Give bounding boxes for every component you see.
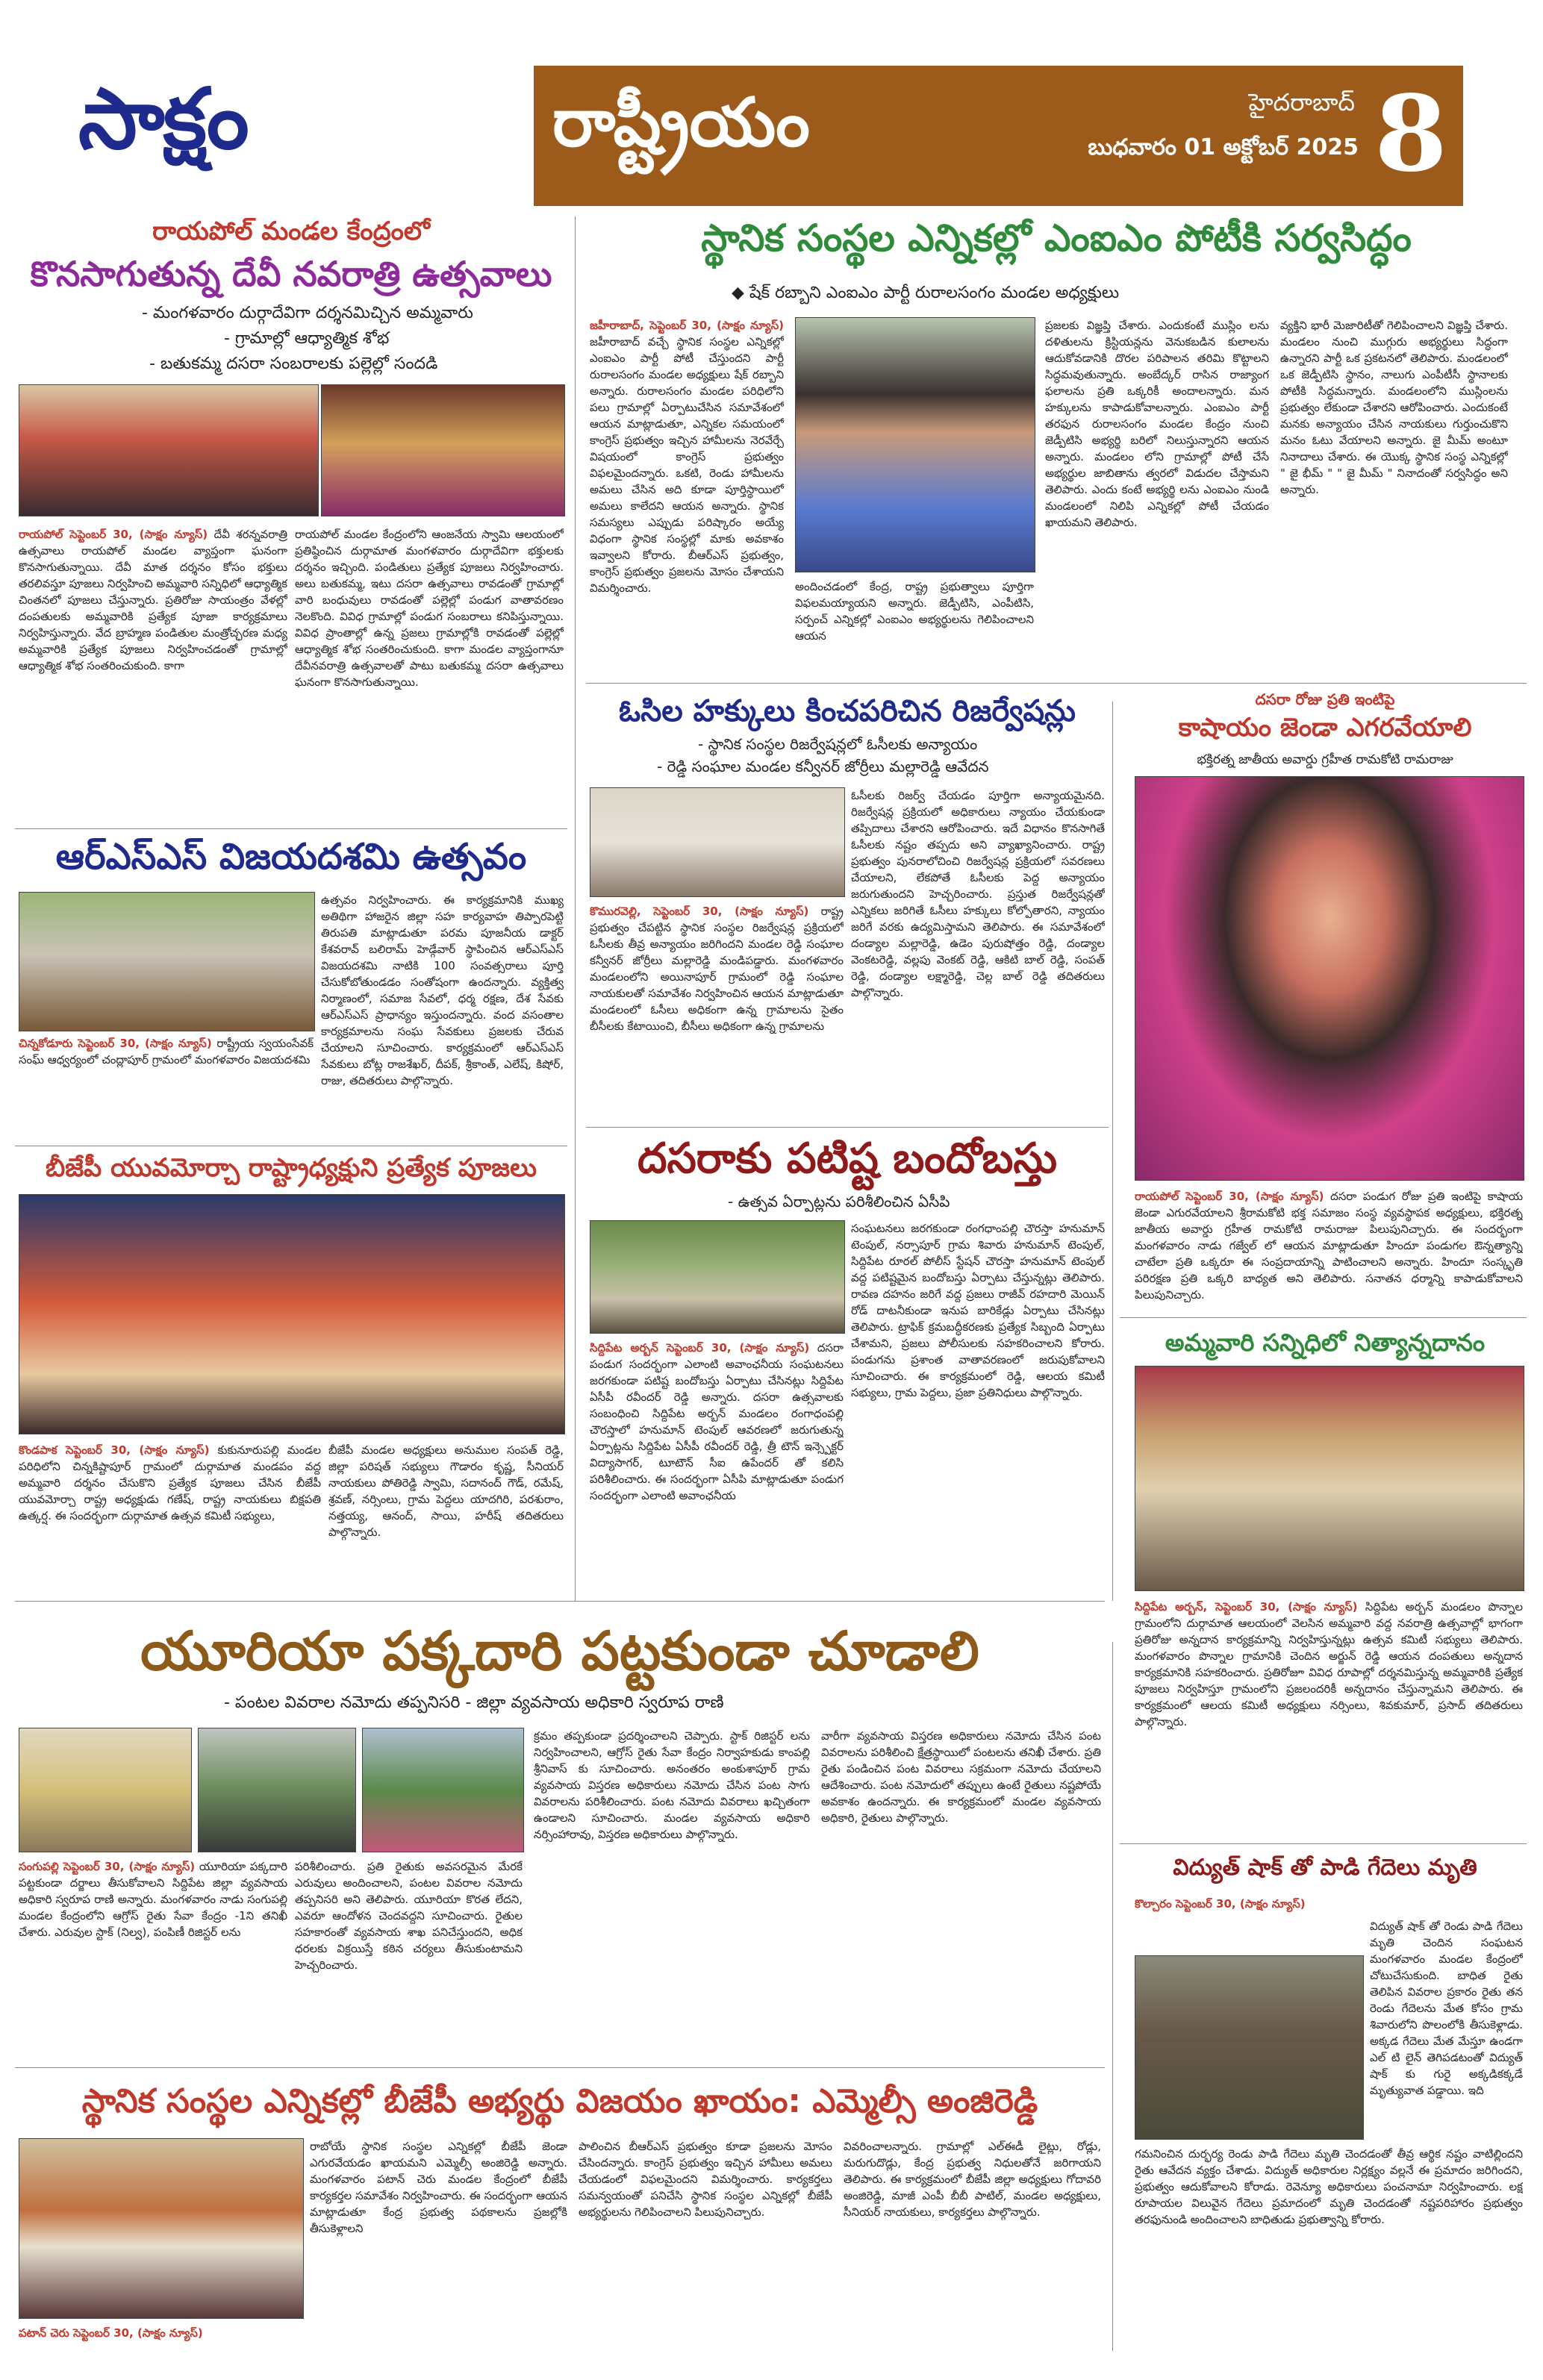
body-text: అందించడంలో కేంద్ర, రాష్ట్ర ప్రభుత్వాలు పూర్తిగా విఫలమయ్యాయని అన్నారు. జెడ్పీటిసి, ఎంపీటిసి, సర్పంచ్ ఎన్నికల్లో ఎంఐఎం అభ్యర్థులను గెలిపించాలని ఆయన	[795, 580, 1034, 643]
story-mim	[586, 213, 1527, 679]
sub-2: - గ్రామాల్లో ఆధ్యాత్మిక శోభ	[224, 329, 390, 348]
body-text: వారీగా వ్యవసాయ విస్తరణ అధికారులు నమోదు చేసిన పంట వివరాలను పరిశీలించి క్షేత్రస్థాయిలో పంటలను తనిఖీ చేశారు. ప్రతి రైతు పండించిన పంట వివరాలు సక్రమంగా నమోదు చేయాలని ఆదేశించారు. పంట నమోదులో తప్పులు ఉంటే రైతులు నష్టపోయే అవకాశం ఉందన్నారు. ఈ కార్యక్రమంలో మండల వ్యవసాయ అధికారి, రైతులు పాల్గొన్నారు.	[821, 1729, 1101, 1825]
dateline: కొండపాక సెప్టెంబర్ 30, (సాక్షం న్యూస్)	[19, 1443, 210, 1457]
sub-1: - మంగళవారం దుర్గాదేవిగా దర్శనమిచ్చిన అమ్మవారు	[142, 304, 473, 322]
photo-acp-inspection	[590, 1220, 845, 1334]
dateline: జహీరాబాద్, సెప్టెంబర్ 30, (సాక్షం న్యూస్)	[590, 319, 784, 332]
photo-bjp-meeting	[19, 2138, 304, 2319]
body-text: దేవీ శరన్నవరాత్రి ఉత్సవాలు రాయపోల్ మండల వ్యాప్తంగా ఘనంగా కొనసాగుతున్నాయి. దేవీ మాత దర్శనం కోసం భక్తులు తరలివస్తూ పూజలు నిర్వహించి అమ్మవారి సన్నిధిలో ఆధ్యాత్మిక చింతనలో పూజలు చేస్తున్నారు. ప్రతిరోజు సాయంత్రం వేళల్లో దంపతులకు అమ్మవారికి ప్రత్యేక పూజా కార్యక్రమాలు నిర్వహిస్తున్నారు. వేద బ్రాహ్మణ పండితుల మంత్రోచ్ఛరణ మధ్య అమ్మవారికి ప్రత్యేక పూజలు నిర్వహించడంతో గ్రామాల్లో ఆధ్యాత్మిక శోభ సంతరించుకుంది. కాగా	[19, 528, 287, 672]
story-saffron-flag	[1120, 687, 1530, 1314]
body-text: పరిశీలించారు. ప్రతి రైతుకు అవసరమైన మేరకే ఎరువులు అందించాలని, పంటల వివరాల నమోదు తప్పనిసరి అని తెలిపారు. యూరియా కొరత లేదని, ఎవరూ ఆందోళన చెందవద్దని సూచించారు. రైతుల సహకారంతో వ్యవసాయ శాఖ పనిచేస్తుందని, అధిక ధరలకు విక్రయిస్తే కఠిన చర్యలు తీసుకుంటామని హెచ్చరించారు.	[295, 1860, 523, 1972]
body-text: గమనించిన దుర్భర్య రెండు పాడి గేదెలు మృతి చెందడంతో తీవ్ర ఆర్థిక నష్టం వాటిల్లిందని రైతు ఆవేదన వ్యక్తం చేశాడు. విద్యుత్ అధికారుల నిర్లక్ష్యం వల్లనే ఈ ప్రమాదం జరిగిందని, ప్రభుత్వం ఆదుకోవాలని కోరాడు. రెవెన్యూ అధికారులు పంచనామా నిర్వహించారు. లక్ష రూపాయల విలువైన గేదెలు ప్రమాదంలో మృతి చెందడంతో నష్టపరిహారం ప్రభుత్వం తరఫునుండి అందించాలని బాధితుడు ప్రభుత్వాన్ని కోరారు.	[1135, 2147, 1523, 2226]
dateline: పటాన్ చెరు సెప్టెంబర్ 30, (సాక్షం న్యూస్)	[19, 2326, 203, 2340]
dateline: రాయపోల్ సెప్టెంబర్ 30, (సాక్షం న్యూస్)	[19, 528, 208, 541]
headline: దసరాకు పటిష్ట బందోబస్తు	[637, 1134, 1058, 1183]
dateline: సిద్దిపేట అర్బన్, సెప్టెంబర్ 30, (సాక్షం న్యూస్)	[1135, 1600, 1358, 1614]
body-col	[321, 892, 564, 1142]
headline: ఆర్ఎస్ఎస్ విజయదశమి ఉత్సవం	[55, 836, 527, 878]
body-col1	[590, 1340, 844, 1586]
photo-urea-bags	[19, 1728, 192, 1852]
photo-officials-2	[362, 1728, 524, 1852]
body-text: సిద్దిపేట అర్బన్ మండలం పొన్నాల గ్రామంలోని దుర్గామాత ఆలయంలో వెలసిన అమ్మవారి వద్ద నవరాత్రి ఉత్సవాల్లో భాగంగా ప్రతిరోజు అన్నదాన కార్యక్రమాన్ని నిర్వహిస్తున్నట్లు ఉత్సవ కమిటీ సభ్యులు తెలిపారు. మంగళవారం పొన్నాల గ్రామానికి చెందిన అర్జున్ రెడ్డి ఆయన దంపతులు అన్నదాన కార్యక్రమానికి సహకరించారు. ప్రతిరోజూ వివిధ రూపాల్లో దర్శనమిస్తున్న అమ్మవారికి ప్రత్యేక పూజలు నిర్వహిస్తూ గ్రామంలోని ప్రజలందరికీ అన్నదానం చేస్తున్నామని తెలిపారు. ఈ కార్యక్రమంలో ఆలయ కమిటీ అధ్యక్షులు నర్సింలు, శివకుమార్, ప్రసాద్ తదితరులు పాల్గొన్నారు.	[1135, 1600, 1523, 1728]
sub: - ఉత్సవ ఏర్పాట్లను పరిశీలించిన ఏసీపి	[728, 1193, 950, 1211]
photo-officials-1	[198, 1728, 356, 1852]
body-col2	[1135, 2146, 1523, 2355]
body-text: రాష్ట్రీయ స్వయంసేవక్ సంఘ్ ఆధ్వర్యంలో చంద్లాపూర్ గ్రామంలో మంగళవారం విజయదశమి	[19, 1037, 314, 1066]
body-text: వ్యక్తిని భారీ మెజారిటీతో గెలిపించాలని విజ్ఞప్తి చేశారు. మండలం నుంచి ముగ్గురు అభ్యర్థులు సిద్ధంగా ఉన్నారని పార్టీ ఒక ప్రకటనలో తెలిపారు. మండలంలో ఒక జెడ్పీటిసి స్థానం, నాలుగు ఎంపీటీసీ స్థానాలకు పోటీకి సిద్ధమన్నారు. మండలంలోని ముస్లింలను ప్రభుత్వం లేకుండా చేశారని ఆరోపించారు. ఎందుకంటే మనకు అన్యాయం చేసిన నాయకులు గుర్తుంచుకొని మనం ఓటు వేయాలని అన్నారు. జై మీమ్ అంటూ నినాదాలు చేశారు. ఈ యొక్క స్థానిక సంస్థ ఎన్నికల్లో " జై భీమ్ " " జై మీమ్ " నినాదంతో సర్వసిద్ధం అని అన్నారు.	[1280, 319, 1508, 496]
story-dasara-security	[586, 1131, 1109, 1590]
body-text: ఉత్సవం నిర్వహించారు. ఈ కార్యక్రమానికి ముఖ్య అతిథిగా హాజరైన జిల్లా సహ కార్యవాహ తిప్పారపెట్టి తిరుపతి మాట్లాడుతూ పరమ పూజనీయ డాక్టర్ కేశవరావ్ బలిరామ్ హెడ్గేవార్ స్థాపించిన ఆర్ఎస్ఎస్ విజయదశమి నాటికి 100 సంవత్సరాలు పూర్తి చేసుకోబోతుండడం సంతోషంగా ఉందన్నారు. వ్యక్తిత్వ నిర్మాణంలో, సమాజ సేవలో, ధర్మ రక్షణ, దేశ సేవకు ఆర్ఎస్ఎస్ ప్రాధాన్యం ఇస్తుందన్నారు. వంద వసంతాల కార్యక్రమాలను సంఘ సేవకులు ప్రజలకు చేరువ చేయాలని సూచించారు. కార్యక్రమంలో ఆర్ఎస్ఎస్ సేవకులు బోట్ల రాజశేఖర్, దీపక్, శ్రీకాంత్, ఎలేష్, కిషోర్, రాజు, తదితరులు పాల్గొన్నారు.	[321, 893, 564, 1087]
headline: విద్యుత్ షాక్ తో పాడి గేదెలు మృతి	[1173, 1855, 1477, 1881]
dateline: సిద్దిపేట అర్బన్ సెప్టెంబర్ 30, (సాక్షం న్యూస్)	[590, 1341, 810, 1355]
headline: ఓసిల హక్కులు కించపరిచిన రిజర్వేషన్లు	[619, 694, 1076, 728]
body-col2	[295, 526, 564, 825]
sub-2: - రెడ్డి సంఘాల మండల కన్వీనర్ జోర్రీలు మల్లారెడ్డి ఆవేదన	[657, 758, 989, 775]
body-text: రాష్ట్ర ప్రభుత్వం చేపట్టిన స్థానిక సంస్థల రిజర్వేషన్ల ప్రక్రియలో ఓసీలకు తీవ్ర అన్యాయం జరిగిందని మండల రెడ్డి సంఘాల కన్వీనర్ జోర్రీలు మల్లారెడ్డి మండిపడ్డారు. మంగళవారం మండలంలోని అయినాపూర్ గ్రామంలో రెడ్డి సంఘాల నాయకులతో సమావేశం నిర్వహించిన ఆయన మాట్లాడుతూ మండలంలో ఓసీలు అధికంగా ఉన్న గ్రామాలను సైతం బీసీలకు కేటాయించి, బీసీలు అధికంగా ఉన్న గ్రామాలను	[590, 905, 844, 1033]
kicker: దసరా రోజు ప్రతి ఇంటిపై	[1255, 690, 1395, 708]
body-text: యూరియా పక్కదారి పట్టకుండా దర్జాలు తీసుకోవాలని సిద్దిపేట జిల్లా వ్యవసాయ అధికారి స్వరూప రాణి అన్నారు. మంగళవారం నాడు సంగుపల్లి మండల కేంద్రంలోని ఆగ్రోస్ రైతు సేవా కేంద్రం -1ని తనిఖీ చేశారు. ఎరువుల స్టాక్ (నిల్వ), పంపిణీ రిజిస్టర్ లను	[19, 1860, 287, 1939]
photo-goddess	[321, 384, 565, 516]
body-text: ప్రజలకు విజ్ఞప్తి చేశారు. ఎందుకంటే ముస్లిం లను దళితులను క్రిస్టియన్లను వెనుకబడిన కులాలను ఆదుకోవడానికి దొరల పరిపాలన తరిమి కొట్టాలని సిద్ధమవుతున్నారు. అంబేద్కర్ రాసిన రాజ్యాంగ ఫలాలను ప్రతి ఒక్కరికీ అందాలన్నారు. మన హక్కులను కాపాడుకోవాలన్నారు. ఎంఐఎం పార్టీ తరఫున రురాలసంగం మండల కేంద్రం నుంచి జెడ్పీటిసి అభ్యర్థి బరిలో నిలుస్తున్నారని ఆయన అన్నారు. మండలం లోని గ్రామాల్లో పోటీ చేసే అభ్యర్థుల జాబితాను త్వరలో విడుదల చేస్తామని తెలిపారు. ఎందు కంటే అభ్యర్థి లను ఎంఐఎం నుండి మండలంలో నిలిపి ఎన్నికల్లో పోటీ చేయడం ఖాయమని తెలిపారు.	[1045, 319, 1269, 529]
story-navaratri	[15, 213, 567, 828]
body-col2	[328, 1442, 564, 1587]
masthead-logo: సాక్షం	[78, 71, 248, 168]
headline: కాషాయం జెండా ఎగరవేయాలి	[1178, 713, 1472, 743]
kicker: రాయపోల్ మండల కేంద్రంలో	[152, 216, 430, 246]
body-text: ఓసీలకు రిజర్వ్ చేయడం పూర్తిగా అన్యాయమైనది. రిజర్వేషన్ల ప్రక్రియలో అధికారులు న్యాయం చేయకుండా తప్పిదాలు చేశారని ఆరోపించారు. ఇదే విధానం కొనసాగితే ఓసీలకు నష్టం తప్పదు అని వ్యాఖ్యానించారు. రాష్ట్ర ప్రభుత్వం పునరాలోచించి రిజర్వేషన్ల ప్రక్రియలో సవరణలు చేయాలని, లేకపోతే ఓసీలకు పెద్ద అన్యాయం జరుగుతుందని హెచ్చరించారు. ప్రస్తుత రిజర్వేషన్లతో ఎన్నికలు జరిగితే ఓసీలు హక్కులు కోల్పోతారని, న్యాయం జరిగే వరకు ఉద్యమిస్తామని తెలిపారు. ఈ సమావేశంలో దండ్యాల మల్లారెడ్డి, ఉడెం పురుషోత్తం రెడ్డి, దండ్యాల వెంకటరెడ్డి, వల్లపు వెంకట్ రెడ్డి, ఆకిటి బాల్ రెడ్డి, సంపత్ రెడ్డి, దండ్యాల లక్ష్మారెడ్డి, చెల్ల బాల్ రెడ్డి తదితరులు పాల్గొన్నారు.	[851, 789, 1105, 999]
dateline: కొమురవెల్లి, సెప్టెంబర్ 30, (సాక్షం న్యూస్)	[590, 905, 809, 918]
body-text: దసరా పండుగ సందర్భంగా ఎలాంటి అవాంఛనీయ సంఘటనలు జరగకుండా పటిష్ట బందోబస్తు ఏర్పాటు చేసినట్లు సిద్దిపేట ఏసీపీ రవీందర్ రెడ్డి అన్నారు. దసరా ఉత్సవాలకు సంబంధించి సిద్దిపేట అర్బన్ మండలం రంగాధంపల్లి చౌరస్తాలో హనుమాన్ టెంపుల్ ఆవరణలో జరుగుతున్న ఏర్పాట్లను సిద్దిపేట ఏసీపీ రవీందర్ రెడ్డి, త్రీ టౌన్ ఇన్స్పెక్టర్ విద్యాసాగర్, టూటౌన్ సీఐ ఉపేందర్ తో కలిసి పరిశీలించారు. ఈ సందర్భంగా ఏసీపి మాట్లాడుతూ పండుగ సందర్భంగా ఎలాంటి అవాంఛనీయ	[590, 1341, 844, 1502]
body-col2	[579, 2138, 832, 2358]
story-electric-shock	[1120, 1847, 1530, 2362]
headline: యూరియా పక్కదారి పట్టకుండా చూడాలి	[140, 1620, 979, 1682]
body-col3	[844, 2138, 1101, 2358]
body-col1	[19, 1442, 321, 1587]
body-col	[1135, 1599, 1523, 1826]
body-text: సంఘటనలు జరగకుండా రంగధాంపల్లి చౌరస్తా హనుమాన్ టెంపుల్, నర్సాపూర్ గ్రామ శివారు హనుమాన్ టెంపుల్, సిద్దిపేట రూరల్ పోలీస్ స్టేషన్ చౌరస్తా హనుమాన్ టెంపుల్ వద్ద పటిష్టమైన బందోబస్తు ఏర్పాటు చేస్తున్నట్లు తెలిపారు. రావణ దహనం జరిగే వద్ద ప్రజలు రాజీవ్ రహదారి మెయిన్ రోడ్ దాటనీకుండా ఇనుప బారికేడ్లు ఏర్పాటు చేసినట్లు తెలిపారు. ట్రాఫిక్ క్రమబద్ధీకరణకు ప్రత్యేక సిబ్బంది ఏర్పాటు చేశామని, ప్రజలు పోలీసులకు సహకరించాలని కోరారు. పండుగను ప్రశాంత వాతావరణంలో జరుపుకోవాలని సూచించారు. ఈ కార్యక్రమంలో రెడ్డి, ఆలయ కమిటీ సభ్యులు, గ్రామ పెద్దలు, ప్రజా ప్రతినిధులు పాల్గొన్నారు.	[851, 1222, 1105, 1399]
story-rss	[15, 832, 567, 1146]
body-text: జహీరాబాద్ వచ్చే స్థానిక సంస్థల ఎన్నికల్లో ఎంఐఎం పార్టీ పోటీ చేస్తుందని పార్టీ రురాలసంగం మండల అధ్యక్షులు షేక్ రబ్బాని అన్నారు. రురాలసంగం మండల పరిధిలోని పలు గ్రామాల్లో ఏర్పాటుచేసిన సమావేశంలో ఆయన మాట్లాడుతూ, ఎన్నికల సమయంలో కాంగ్రెస్ ప్రభుత్వం ఇచ్చిన హామీలను నెరవేర్చే విషయంలో కాంగ్రెస్ ప్రభుత్వం విఫలమైందన్నారు. ఒకటి, రెండు హామీలను అమలు చేసిన అది కూడా పూర్తిస్థాయిలో అమలు కాలేదని ఆయన అన్నారు. స్థానిక సమస్యలు ఎప్పుడు పరిష్కారం అయ్యే విధంగా స్థానిక సంస్థల్లో మాకు అవకాశం ఇవ్వాలని కోరారు. బీఆర్ఎస్ ప్రభుత్వం, కాంగ్రెస్ ప్రభుత్వం ప్రజలను మోసం చేశాయని విమర్శించారు.	[590, 335, 784, 595]
body-text: దసరా పండుగ రోజు ప్రతి ఇంటిపై కాషాయ జెండా ఎగురవేయాలని శ్రీరామకోటి భక్త సమాజం సంస్థ వ్యవస్థాపక అధ్యక్షులు, భక్తిరత్న జాతీయ అవార్డు గ్రహీత రామకోటి రామరాజు పిలుపునిచ్చారు. ఈ సందర్భంగా మంగళవారం నాడు గజ్వేల్ లో ఆయన మాట్లాడుతూ హిందూ పండుగల ఔన్నత్యాన్ని చాటేలా ప్రతి ఒక్కరూ ఈ సంప్రదాయాన్ని పాటించాలని అన్నారు. హిందూ సంస్కృతి పరిరక్షణ ప్రతి ఒక్కరి బాధ్యత అని తెలిపారు. సనాతన ధర్మాన్ని కాపాడుకోవాలని పిలుపునిచ్చారు.	[1135, 1190, 1523, 1302]
body-col1	[590, 317, 784, 672]
body-text: కుకునూరుపల్లి మండల పరిధిలోని చిన్నకిష్టాపూర్ గ్రామంలో దుర్గామాత మండపం వద్ద అమ్మవారి దర్శనం చేసుకొని ప్రత్యేక పూజలు చేసిన బీజేపీ యువమోర్చా రాష్ట్ర అధ్యక్షుడు గణేష్, రాష్ట్ర నాయకులు బిక్షపతి ఉత్కర్ష. ఈ సందర్భంగా దుర్గామాత ఉత్సవ కమిటీ సభ్యులు,	[19, 1443, 321, 1522]
body-col	[1135, 1188, 1523, 1308]
sub-3: - బతుకమ్మ దసరా సంబరాలకు పల్లెల్లో సందడి	[149, 354, 438, 373]
headline: బీజేపీ యువమోర్చా రాష్ట్రాధ్యక్షుని ప్రత్యేక పూజలు	[45, 1153, 537, 1183]
dateline: కొల్చారం సెప్టెంబర్ 30, (సాక్షం న్యూస్)	[1135, 1897, 1306, 1911]
dateline: రాయపోల్ సెప్టెంబర్ 30, (సాక్షం న్యూస్)	[1135, 1190, 1324, 1203]
body-col3	[534, 1728, 810, 2060]
dateline-col	[19, 2325, 302, 2358]
photo-rss-march	[19, 892, 315, 1031]
story-urea	[15, 1605, 1105, 2067]
sub: - పంటల వివరాల నమోదు తప్పనిసరి - జిల్లా వ్యవసాయ అధికారి స్వరూప రాణి	[224, 1693, 724, 1712]
photo-sheik-rabbani	[795, 317, 1035, 572]
story-oc-reservations	[586, 687, 1109, 1127]
body-col1	[19, 526, 287, 825]
photo-reddy-meeting	[590, 787, 845, 897]
body-col2	[851, 787, 1105, 1123]
body-col2	[851, 1220, 1105, 1586]
headline: అమ్మవారి సన్నిధిలో నిత్యాన్నదానం	[1165, 1328, 1486, 1357]
sub: భక్తిరత్న జాతీయ అవార్డు గ్రహీత రామకోటి రామరాజు	[1197, 752, 1453, 767]
headline: స్థానిక సంస్థల ఎన్నికల్లో ఎంఐఎం పోటీకి సర్వసిద్ధం	[701, 216, 1412, 260]
body-col2	[795, 578, 1034, 672]
body-col3	[1045, 317, 1269, 672]
photo-dead-buffalo	[1135, 1955, 1364, 2140]
sub-text: షేక్ రబ్బాని ఎంఐఎం పార్టీ రురాలసంగం మండల అధ్యక్షులు	[749, 284, 1120, 302]
body-text: బీజేపీ మండల అధ్యక్షులు అనుముల సంపత్ రెడ్డి, జిల్లా పరిషత్ సభ్యులు గౌడారం కృష్ణ, సీనియర్ నాయకులు పోతిరెడ్డి స్వామి, సదానంద్ గౌడ్, రమేష్, శ్రవణ్, నర్సింలు, గ్రామ పెద్దలు యాదగిరి, పరశురాం, నత్తయ్య, ఆనంద్, సాయి, హరీష్ తదితరులు పాల్గొన్నారు.	[328, 1443, 564, 1539]
body-col1	[1370, 1918, 1523, 2142]
photo-devotees	[19, 384, 319, 516]
body-text: రాబోయే స్థానిక సంస్థల ఎన్నికల్లో బీజేపీ జెండా ఎగురవేయడం ఖాయమని ఎమ్మెల్సీ అంజిరెడ్డి అన్నారు. మంగళవారం పటాన్ చెరు మండల కేంద్రంలో బీజేపీ కార్యకర్తల సమావేశం నిర్వహించారు. ఈ సందర్భంగా ఆయన మాట్లాడుతూ కేంద్ర ప్రభుత్వ పథకాలను ప్రజల్లోకి తీసుకెళ్లాలని	[310, 2140, 567, 2235]
body-col1	[19, 1858, 287, 2060]
sub-1: - స్థానిక సంస్థల రిజర్వేషన్లలో ఓసీలకు అన్యాయం	[698, 735, 978, 753]
masthead-date: బుధవారం 01 అక్టోబర్ 2025	[1088, 134, 1359, 160]
headline: స్థానిక సంస్థల ఎన్నికల్లో బీజేపీ అభ్యర్థు విజయం ఖాయం: ఎమ్మెల్సీ అంజిరెడ్డి	[81, 2082, 1038, 2120]
photo-ramakoti-ramaraju	[1135, 776, 1524, 1181]
sub	[732, 284, 1119, 306]
body-text: రాయపోల్ మండల కేంద్రంలోని ఆంజనేయ స్వామి ఆలయంలో ప్రతిష్ఠించిన దుర్గామాత మంగళవారం దుర్గాదేవిగా భక్తులకు దర్శనం ఇచ్చింది. పండితులు ప్రత్యేక పూజలు నిర్వహించారు. అలు బతుకమ్మ, ఇటు దసరా ఉత్సవాలు రావడంతో గ్రామాల్లో వారి బంధువులు రావడంతో పల్లెల్లో పండుగ వాతావరణం నెలకొంది. వివిధ గ్రామాల్లో పండుగ సంబరాలు కనిపిస్తున్నాయి. వివిధ ప్రాంతాల్లో ఉన్న ప్రజలు గ్రామాల్లోకి రావడంతో పల్లెల్లో ఆధ్యాత్మిక శోభ సంతరించుకుంది. కాగా మండల వ్యాప్తంగానూ దేవీనవరాత్రి ఉత్సవాలతో పాటు బతుకమ్మ దసరా ఉత్సవాలు ఘనంగా కొనసాగుతున్నాయి.	[295, 528, 564, 689]
body-col1	[590, 903, 844, 1123]
body-col4	[821, 1728, 1101, 2060]
diamond-bullet-icon: ◆	[732, 284, 749, 302]
body-text: విద్యుత్ షాక్ తో రెండు పాడి గేదెలు మృతి చెందిన సంఘటన మంగళవారం మండల కేంద్రంలో చోటుచేసుకుంది. బాధిత రైతు తెలిపిన వివరాల ప్రకారం రైతు తన రెండు గేదెలను మేత కోసం గ్రామ శివారులోని పొలంలోకి తీసుకెళ్లాడు. అక్కడ గేదెలు మేత మేస్తూ ఉండగా ఎల్ టి లైన్ తెగిపడటంతో విద్యుత్ షాక్ కు గురై అక్కడికక్కడే మృత్యువాత పడ్డాయి. ఇది	[1370, 1920, 1523, 2097]
body-col2	[295, 1858, 523, 2060]
masthead	[0, 0, 1543, 209]
body-text: క్రమం తప్పకుండా ప్రదర్శించాలని చెప్పారు. స్టాక్ రిజిస్టర్ లను నిర్వహించాలని, ఆగ్రోస్ రైతు సేవా కేంద్రం నిర్వాహకుడు కాంపల్లి శ్రీనివాస్ కు సూచించారు. అనంతరం అంకుశాపూర్ గ్రామ వ్యవసాయ విస్తరణ అధికారులు నమోదు చేసిన పంట సాగు వివరాలను పరిశీలించారు. పంట నమోదు వివరాలు ఖచ్చితంగా ఉండాలని సూచించారు. మండల వ్యవసాయ అధికారి నర్సింహారావు, విస్తరణ అధికారులు పాల్గొన్నారు.	[534, 1729, 810, 1841]
photo-annadanam	[1135, 1366, 1524, 1591]
story-bjp-mlc	[15, 2071, 1105, 2366]
photo-bjp-pooja	[19, 1194, 565, 1434]
section-title: రాష్ట్రీయం	[552, 84, 810, 162]
body-text: పాలించిన బీఆర్ఎస్ ప్రభుత్వం కూడా ప్రజలను మోసం చేసిందన్నారు. కాంగ్రెస్ ప్రభుత్వం ఇచ్చిన హామీలు అమలు చేయడంలో విఫలమైందని విమర్శించారు. కార్యకర్తలు సమన్వయంతో పనిచేసి స్థానిక సంస్థల ఎన్నికల్లో బీజేపీ అభ్యర్థులను గెలిపించాలని పిలుపునిచ్చారు.	[579, 2140, 832, 2219]
body-col4	[1280, 317, 1508, 672]
body-text: వివరించాలన్నారు. గ్రామాల్లో ఎల్ఈడీ లైట్లు, రోడ్లు, మరుగుదొడ్లు, కేంద్ర ప్రభుత్వ నిధులతోనే జరిగాయని తెలిపారు. ఈ కార్యక్రమంలో బీజేపీ జిల్లా అధ్యక్షులు గోదావరి అంజిరెడ్డి, మాజీ ఎంపీ బీబీ పాటిల్, మండల అధ్యక్షులు, సీనియర్ నాయకులు, కార్యకర్తలు పాల్గొన్నారు.	[844, 2140, 1101, 2219]
story-bjp-yuva	[15, 1149, 567, 1590]
dateline: సంగుపల్లి సెప్టెంబర్ 30, (సాక్షం న్యూస్)	[19, 1860, 196, 1873]
page-number: 8	[1374, 73, 1447, 196]
dateline: చిన్నకోడూరు సెప్టెంబర్ 30, (సాక్షం న్యూస్)	[19, 1037, 212, 1050]
caption-col	[19, 1035, 314, 1140]
masthead-city: హైదరాబాద్	[1248, 88, 1355, 116]
body-col1	[310, 2138, 567, 2358]
headline: కొనసాగుతున్న దేవీ నవరాత్రి ఉత్సవాలు	[30, 254, 552, 294]
